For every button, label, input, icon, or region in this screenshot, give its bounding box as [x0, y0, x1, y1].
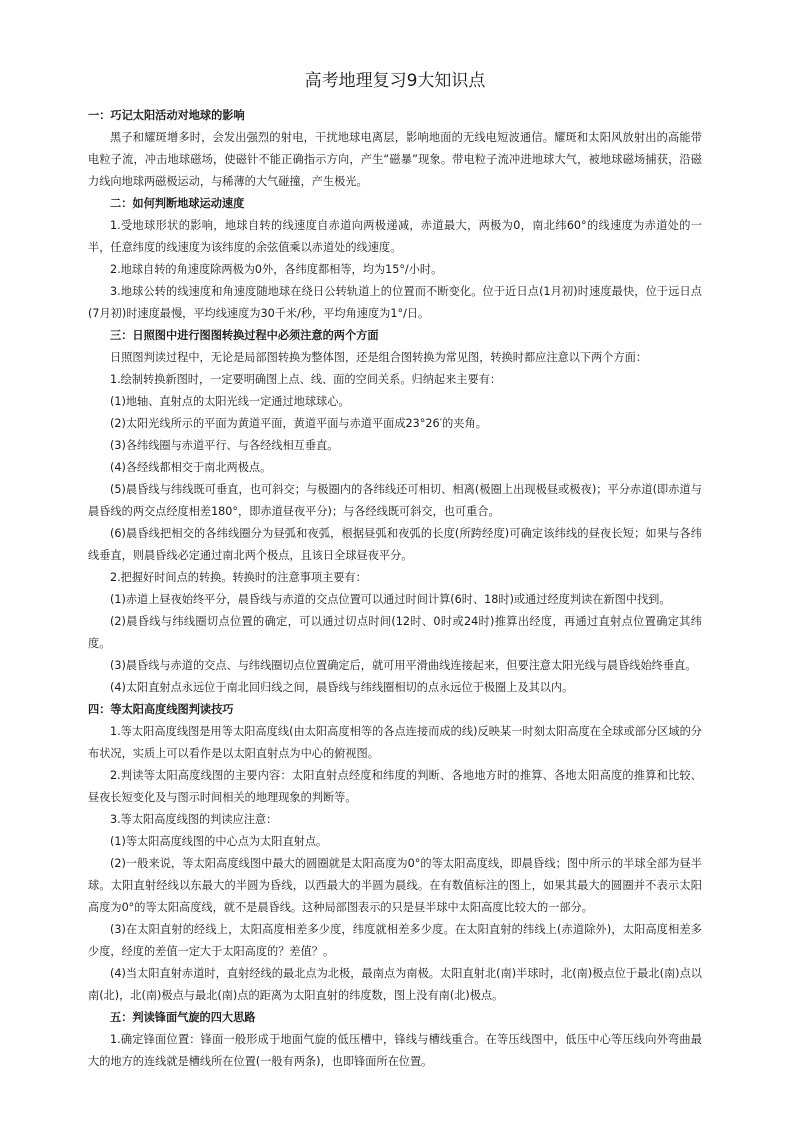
document-body — [88, 105, 702, 1073]
paragraph: 2.把握好时间点的转换。转换时的注意事项主要有： — [110, 571, 367, 584]
section-heading: 二：如何判断地球运动速度 — [110, 197, 245, 210]
paragraph: (1)赤道上昼夜始终平分，晨昏线与赤道的交点位置可以通过时间计算(6时、18时)或通过经度判读在新图中找到。 — [110, 593, 671, 606]
section-heading: 四：等太阳高度线图判读技巧 — [88, 703, 234, 716]
paragraph: 3.等太阳高度线图的判读应注意： — [110, 813, 278, 826]
paragraph: 日照图判读过程中，无论是局部图转换为整体图，还是组合图转换为常见图，转换时都应注意以下两个方面： — [110, 351, 648, 364]
paragraph: 1.绘制转换新图时，一定要明确图上点、线、面的空间关系。归纳起来主要有： — [110, 373, 502, 386]
paragraph: 黑子和耀斑增多时，会发出强烈的射电，干扰地球电离层，影响地面的无线电短波通信。耀斑和太阳风放射出的高能带电粒子流，冲击地球磁场，使磁针不能正确指示方向，产生“磁暴”现象。带电粒子流冲进地球大气，被地球磁场捕获，沿磁力线向地球两磁极运动，与稀薄的大气碰撞，产生极光。 — [88, 131, 702, 188]
paragraph: (2)太阳光线所示的平面为黄道平面，黄道平面与赤道平面成23°26′的夹角。 — [110, 417, 487, 430]
paragraph: 1.等太阳高度线图是用等太阳高度线(由太阳高度相等的各点连接而成的线)反映某一时刻太阳高度在全球或部分区域的分布状况，实质上可以看作是以太阳直射点为中心的俯视图。 — [88, 725, 702, 760]
paragraph: 2.地球自转的角速度除两极为0外，各纬度都相等，均为15°/小时。 — [110, 263, 443, 276]
paragraph: (4)各经线都相交于南北两极点。 — [110, 461, 272, 474]
paragraph: 2.判读等太阳高度线图的主要内容：太阳直射点经度和纬度的判断、各地地方时的推算、各地太阳高度的推算和比较、昼夜长短变化及与图示时间相关的地理现象的判断等。 — [88, 769, 702, 804]
paragraph: (6)晨昏线把相交的各纬线圈分为昼弧和夜弧，根据昼弧和夜弧的长度(所跨经度)可确定该纬线的昼夜长短；如果与各纬线垂直，则晨昏线必定通过南北两个极点，且该日全球昼夜平分。 — [88, 527, 702, 562]
paragraph: 1.受地球形状的影响，地球自转的线速度自赤道向两极递减，赤道最大，两极为0，南北纬60°的线速度为赤道处的一半，任意纬度的线速度为该纬度的余弦值乘以赤道处的线速度。 — [88, 219, 702, 254]
paragraph: (4)太阳直射点永远位于南北回归线之间，晨昏线与纬线圈相切的点永远位于极圈上及其以内。 — [110, 681, 574, 694]
paragraph: 1.确定锋面位置：锋面一般形成于地面气旋的低压槽中，锋线与槽线重合。在等压线图中，低压中心等压线向外弯曲最大的地方的连线就是槽线所在位置(一般有两条)，也即锋面所在位置。 — [88, 1033, 702, 1068]
paragraph: (4)当太阳直射赤道时，直射经线的最北点为北极，最南点为南极。太阳直射北(南)半球时，北(南)极点位于最北(南)点以南(北)，北(南)极点与最北(南)点的距离为太阳直射的纬度数，图上没有南(北)极点。 — [88, 967, 702, 1002]
paragraph: (3)在太阳直射的经线上，太阳高度相差多少度，纬度就相差多少度。在太阳直射的纬线上(赤道除外)，太阳高度相差多少度，经度的差值一定大于太阳高度的？差值？。 — [88, 923, 702, 958]
section-heading: 五：判读锋面气旋的四大思路 — [110, 1011, 256, 1024]
paragraph: (1)地轴、直射点的太阳光线一定通过地球球心。 — [110, 395, 350, 408]
section-heading: 三：日照图中进行图图转换过程中必须注意的两个方面 — [110, 329, 379, 342]
section-heading: 一：巧记太阳活动对地球的影响 — [88, 109, 245, 122]
paragraph: (2)一般来说，等太阳高度线图中最大的圆圈就是太阳高度为0°的等太阳高度线，即晨昏线；图中所示的半球全部为昼半球。太阳直射经线以东最大的半圆为昏线，以西最大的半圆为晨线。在有数值标注的图上，如果其最大的圆圈并不表示太阳高度为0°的等太阳高度线，就不是晨昏线。这种局部图表示的只是昼半球中太阳高度比较大的一部分。 — [88, 857, 702, 914]
paragraph: 3.地球公转的线速度和角速度随地球在绕日公转轨道上的位置而不断变化。位于近日点(1月初)时速度最快，位于远日点(7月初)时速度最慢，平均线速度为30千米/秒，平均角速度为1°/日。 — [88, 285, 702, 320]
paragraph: (1)等太阳高度线图的中心点为太阳直射点。 — [110, 835, 328, 848]
paragraph: (3)晨昏线与赤道的交点、与纬线圈切点位置确定后，就可用平滑曲线连接起来，但要注意太阳光线与晨昏线始终垂直。 — [110, 659, 697, 672]
paragraph: (5)晨昏线与纬线既可垂直，也可斜交；与极圈内的各纬线还可相切、相离(极圈上出现极昼或极夜)；平分赤道(即赤道与晨昏线的两交点经度相差180°，即赤道昼夜平分)；与各经线既可斜交，也可重合。 — [88, 483, 702, 518]
paragraph: (2)晨昏线与纬线圈切点位置的确定，可以通过切点时间(12时、0时或24时)推算出经度，再通过直射点位置确定其纬度。 — [88, 615, 702, 650]
document-title: 高考地理复习9大知识点 — [304, 71, 486, 91]
paragraph: (3)各纬线圈与赤道平行、与各经线相互垂直。 — [110, 439, 339, 452]
